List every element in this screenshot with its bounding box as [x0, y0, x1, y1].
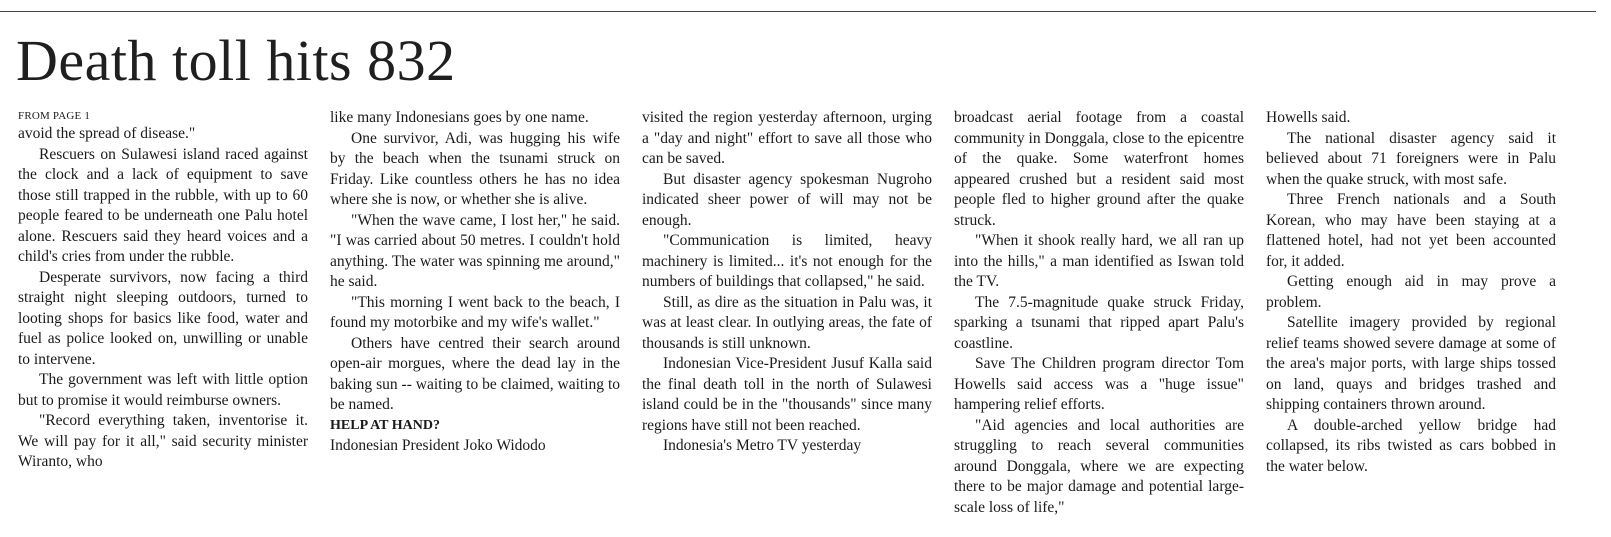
headline: Death toll hits 832: [16, 28, 456, 93]
paragraph: "Record everything taken, inventorise it. We will pay for it all," said security minister Wiranto, who: [18, 412, 308, 470]
paragraph: Indonesia's Metro TV yesterday: [663, 437, 862, 454]
paragraph: "Aid agencies and local authorities are struggling to reach several communities around Donggala, where we are expecting there to be major damage and potential large-scale loss of life,": [954, 416, 1244, 516]
paragraph: The 7.5-magnitude quake struck Friday, sparking a tsunami that ripped apart Palu's coastline.: [954, 293, 1244, 352]
paragraph: like many Indonesians goes by one name.: [330, 109, 589, 126]
paragraph: visited the region yesterday afternoon, urging a "day and night" effort to save all those who can be saved.: [642, 109, 932, 167]
subheading: HELP AT HAND?: [330, 417, 440, 433]
paragraph: The national disaster agency said it believed about 71 foreigners were in Palu when the quake struck, with most safe.: [1266, 129, 1556, 188]
paragraph: Save The Children program director Tom Howells said access was a "huge issue" hampering relief efforts.: [954, 355, 1244, 413]
paragraph: One survivor, Adi, was hugging his wife by the beach when the tsunami struck on Friday. Like countless others he has no idea where she is now, or whether she is alive.: [330, 129, 620, 208]
paragraph: Still, as dire as the situation in Palu was, it was at least clear. In outlying areas, the fate of thousands is still unknown.: [642, 293, 932, 352]
paragraph: "When it shook really hard, we all ran up into the hills," a man identified as Iswan told the TV.: [954, 232, 1244, 290]
top-rule: [0, 11, 1596, 12]
paragraph: avoid the spread of disease.": [18, 125, 196, 142]
paragraph: "Communication is limited, heavy machinery is limited... it's not enough for the numbers of buildings that collapsed," he said.: [642, 232, 932, 290]
paragraph: A double-arched yellow bridge had collapsed, its ribs twisted as cars bobbed in the water below.: [1266, 416, 1556, 475]
paragraph: broadcast aerial footage from a coastal community in Donggala, close to the epicentre of the quake. Some waterfront homes appeared crushed but a resident said most people fled to higher ground after the quake struck.: [954, 109, 1244, 229]
paragraph: Satellite imagery provided by regional relief teams showed severe damage at some of the area's major ports, with large ships tossed on land, quays and bridges trashed and shipping containers thrown around.: [1266, 314, 1556, 413]
article-column-1: [18, 108, 308, 473]
paragraph: Desperate survivors, now facing a third straight night sleeping outdoors, turned to looting shops for basics like food, water and fuel as police looked on, unwilling or unable to intervene.: [18, 268, 308, 368]
from-page-label: FROM PAGE 1: [18, 110, 91, 122]
paragraph: Three French nationals and a South Korean, who may have been staying at a flattened hotel, had not yet been accounted for, it added.: [1266, 191, 1556, 270]
article-column-3: [642, 108, 932, 457]
paragraph: The government was left with little option but to promise it would reimburse owners.: [18, 371, 308, 409]
paragraph: "This morning I went back to the beach, I found my motorbike and my wife's wallet.": [330, 293, 620, 331]
paragraph: Indonesian President Joko Widodo: [330, 437, 546, 454]
paragraph: "When the wave came, I lost her," he said. "I was carried about 50 metres. I couldn't hold anything. The water was spinning me around," he said.: [330, 211, 620, 290]
paragraph: Indonesian Vice-President Jusuf Kalla said the final death toll in the north of Sulawesi island could be in the "thousands" since many regions have still not been reached.: [642, 355, 932, 434]
article-column-4: [954, 108, 1244, 518]
article-column-2: [330, 108, 620, 457]
paragraph: Getting enough aid in may prove a problem.: [1266, 273, 1556, 311]
article-column-5: [1266, 108, 1556, 477]
paragraph: Howells said.: [1266, 109, 1351, 126]
paragraph: Others have centred their search around open-air morgues, where the dead lay in the baking sun -- waiting to be claimed, waiting to be named.: [330, 334, 620, 413]
paragraph: Rescuers on Sulawesi island raced against the clock and a lack of equipment to save those still trapped in the rubble, with up to 60 people feared to be underneath one Palu hotel alone. Rescuers said they heard voices and a child's cries from under the rubble.: [18, 145, 308, 265]
paragraph: But disaster agency spokesman Nugroho indicated sheer power of will may not be enough.: [642, 170, 932, 229]
